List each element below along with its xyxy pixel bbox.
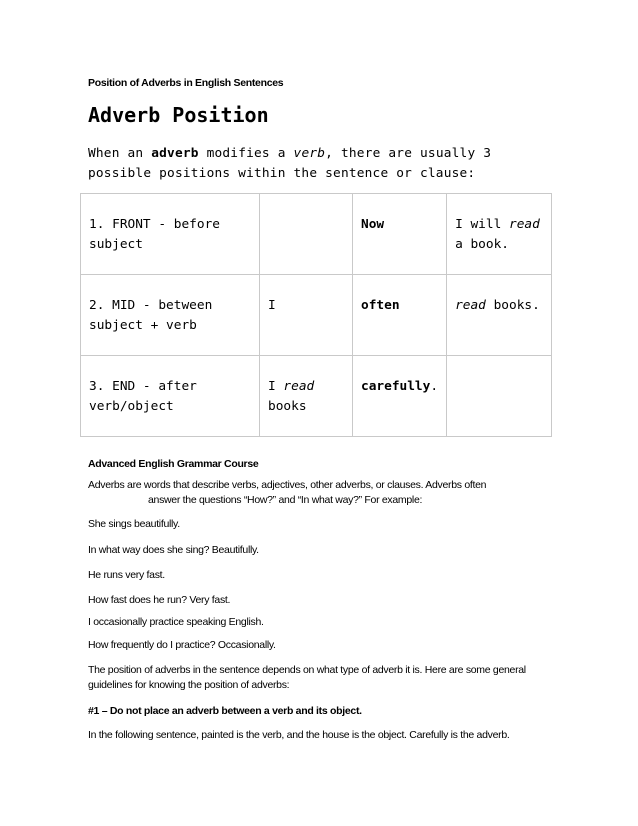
- after-text-post: books.: [485, 298, 540, 313]
- definition-line-1: Adverbs are words that describe verbs, adjectives, other adverbs, or clauses. Adverbs often: [88, 479, 487, 491]
- adverb-definition: [88, 478, 568, 508]
- guidelines-intro: The position of adverbs in the sentence depends on what type of adverb it is. Here are some general guidelines for knowing the position of adverbs:: [88, 664, 526, 691]
- example-sentence: How frequently do I practice? Occasionally.: [88, 639, 276, 651]
- before-cell: [260, 194, 353, 275]
- before-text-post: books: [268, 399, 307, 414]
- example-sentence: In what way does she sing? Beautifully.: [88, 544, 259, 556]
- position-cell: 1. FRONT - before subject: [81, 194, 260, 275]
- example-sentence: She sings beautifully.: [88, 518, 180, 530]
- course-heading: Advanced English Grammar Course: [88, 458, 259, 470]
- after-cell: [447, 275, 552, 356]
- adverb-cell: [353, 356, 447, 437]
- intro-adverb: adverb: [151, 146, 199, 161]
- adverb-position-table: [80, 193, 552, 437]
- after-text-em: read: [455, 298, 486, 313]
- example-sentence: How fast does he run? Very fast.: [88, 594, 231, 606]
- adverb-suffix: .: [430, 379, 439, 394]
- document-kicker: Position of Adverbs in English Sentences: [88, 77, 284, 89]
- table-row: [81, 194, 552, 275]
- rule-explanation: In the following sentence, painted is the verb, and the house is the object. Carefully is the adverb.: [88, 729, 510, 741]
- intro-paragraph: [88, 144, 558, 184]
- page-title: Adverb Position: [88, 103, 269, 127]
- definition-line-2: answer the questions “How?” and “In what way?” For example:: [148, 494, 423, 506]
- rule-heading: #1 – Do not place an adverb between a verb and its object.: [88, 705, 362, 717]
- after-cell: [447, 356, 552, 437]
- intro-text-1: When an: [88, 146, 152, 161]
- example-sentence: He runs very fast.: [88, 569, 165, 581]
- position-cell: 3. END - after verb/object: [81, 356, 260, 437]
- after-text-pre: I will: [455, 217, 509, 232]
- example-sentence: I occasionally practice speaking English.: [88, 616, 264, 628]
- after-text-em: read: [509, 217, 540, 232]
- after-text-post: a book.: [455, 237, 509, 252]
- adverb-text: carefully: [361, 379, 431, 394]
- before-cell: [260, 356, 353, 437]
- table-row: [81, 356, 552, 437]
- after-cell: [447, 194, 552, 275]
- adverb-cell: Now: [353, 194, 447, 275]
- before-text-em: read: [283, 379, 315, 394]
- intro-text-3: , there are usually 3 possible positions within the sentence or clause:: [88, 146, 492, 181]
- position-cell: 2. MID - between subject + verb: [81, 275, 260, 356]
- intro-verb: verb: [293, 146, 326, 161]
- adverb-cell: often: [353, 275, 447, 356]
- table-row: [81, 275, 552, 356]
- before-text-pre: I: [268, 379, 284, 394]
- before-cell: I: [260, 275, 353, 356]
- intro-text-2: modifies a: [198, 146, 294, 161]
